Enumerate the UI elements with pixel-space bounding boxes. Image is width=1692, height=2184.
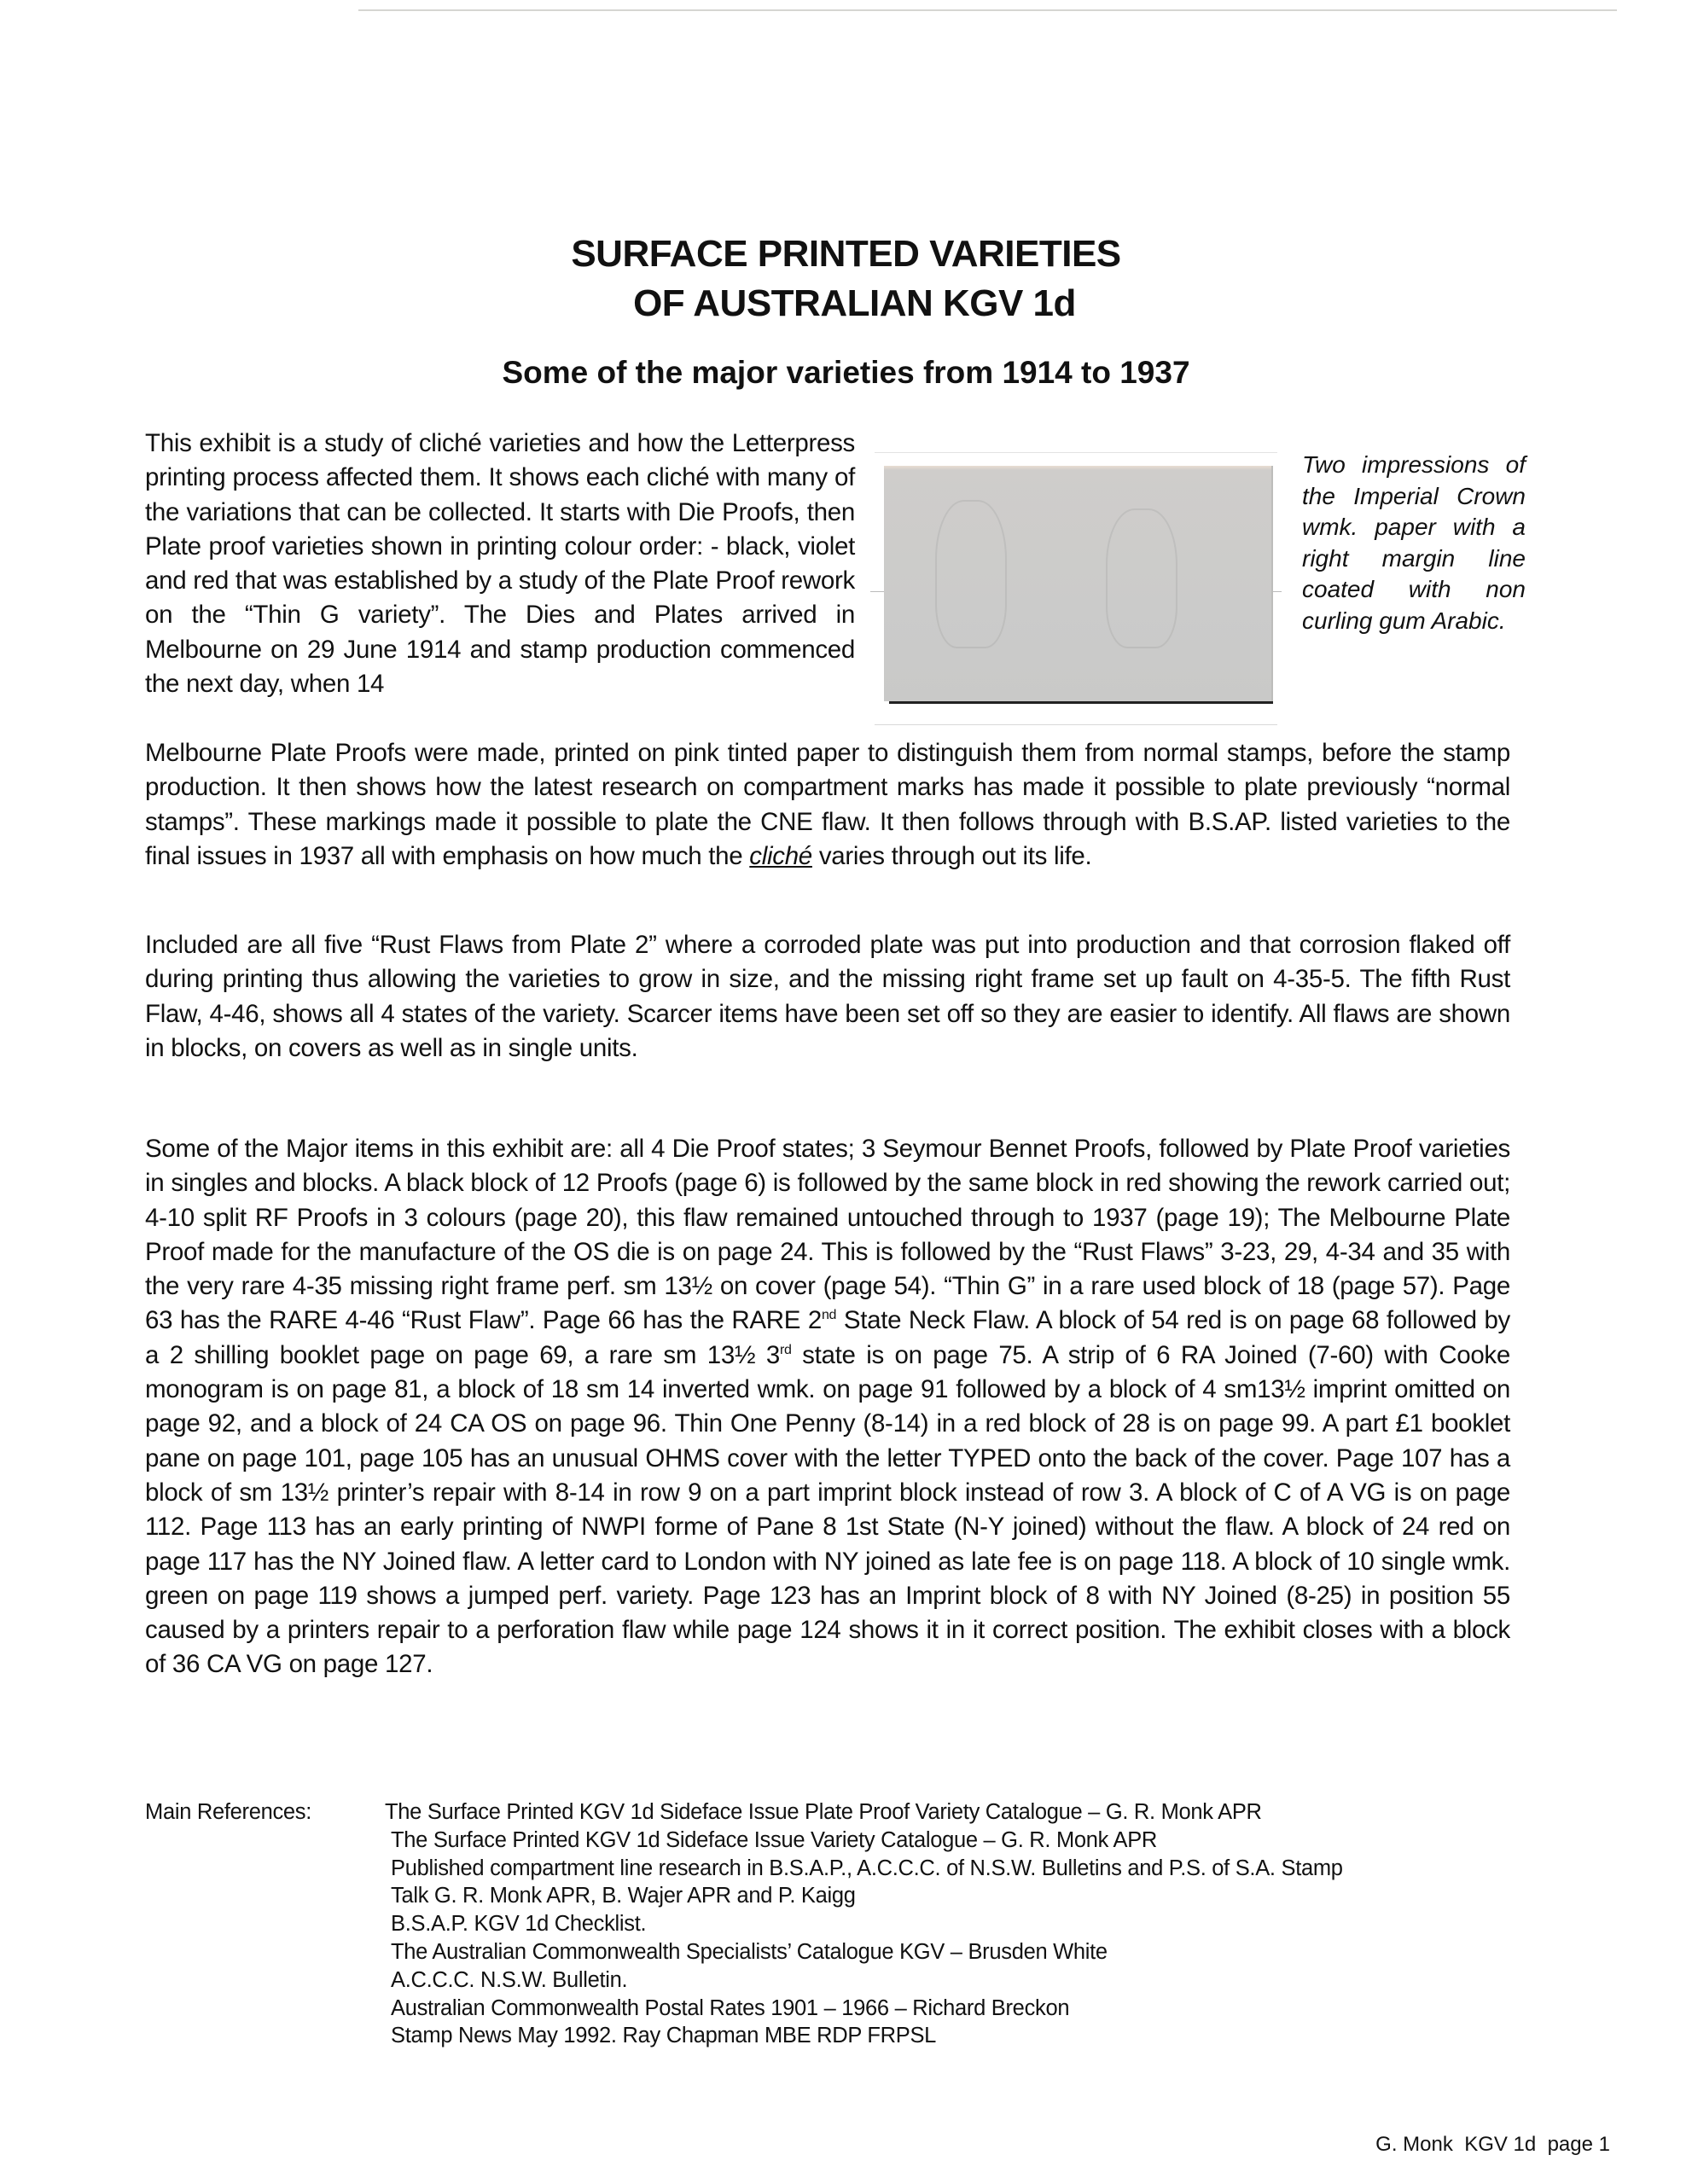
page-title-line-2: OF AUSTRALIAN KGV 1d [633,282,1076,324]
ordinal-suffix-nd: nd [821,1308,837,1323]
reference-item: The Australian Commonwealth Specialists’ Catalogue KGV – Brusden White [391,1939,1108,1964]
rust-flaws-paragraph: Included are all five “Rust Flaws from Plate 2” where a corroded plate was put into production and that corrosion flaked off during printing thus allowing the varieties to grow in size, and the missing right frame set up fault on 4-35-5. The fifth Rust Flaw, 4-46, shows all 4 states of the variety. Scarcer items have been set off so they are easier to identify. All flaws are shown in blocks, on covers as well as in single units. [145,931,1510,1062]
ordinal-suffix-rd: rd [779,1342,792,1357]
intro-continuation-text: Melbourne Plate Proofs were made, printed on pink tinted paper to distinguish them from normal stamps, before the stamp production. It then shows how the latest research on compartment marks has made it possible to plate previously “normal stamps”. These markings made it possible to plate the CNE flaw. It then follows through with B.S.AP. listed varieties to the final issues in 1937 all with emphasis on how much the [145,739,1510,870]
stamp-caption: Two impressions of the Imperial Crown wmk. paper with a right margin line coated with non curling gum Arabic. [1302,451,1526,634]
intro-paragraph-left-column: This exhibit is a study of cliché varieties and how the Letterpress printing process affected them. It shows each cliché with many of the variations that can be collected. It starts with Die Proofs, then Plate proof varieties shown in printing colour order: - black, violet and red that was established by a study of the Plate Proof rework on the “Thin G variety”. The Dies and Plates arrived in Melbourne on 29 June 1914 and stamp production commenced the next day, when 14 [145,429,855,699]
reference-item: Published compartment line research in B.S.A.P., A.C.C.C. of N.S.W. Bulletins and P.S. of S.A. Stamp [391,1856,1343,1880]
intro-continuation-end: varies through out its life. [818,841,1092,870]
major-items-paragraph [145,1132,1510,1682]
crown-watermark-impression-1 [935,500,1007,648]
reference-item: The Surface Printed KGV 1d Sideface Issue Plate Proof Variety Catalogue – G. R. Monk APR [385,1800,1262,1824]
references-list [385,1798,1671,2050]
page-subtitle: Some of the major varieties from 1914 to 1937 [502,355,1190,390]
intro-paragraph-continuation [145,736,1510,874]
page-footer: G. Monk KGV 1d page 1 [1375,2133,1610,2156]
emphasis-cliche: cliché [749,841,812,870]
major-items-text-1: Some of the Major items in this exhibit are: all 4 Die Proof states; 3 Seymour Bennet Proofs, followed by Plate Proof varieties in singles and blocks. A black block of 12 Proofs (page 6) is followed by the same block in red showing the rework carried out; 4-10 split RF Proofs in 3 colours (page 20), this flaw remained untouched through to 1937 (page 19); The Melbourne Plate Proof made for the manufacture of the OS die is on page 24. This is followed by the “Rust Flaws” 3-23, 29, 4-34 and 35 with the very rare 4-35 missing right frame perf. sm 13½ on cover (page 54). “Thin G” in a rare used block of 18 (page 57). Page 63 has the RARE 4-46 “Rust Flaw”. Page 66 has the RARE 2 [145,1135,1510,1335]
reference-item: A.C.C.C. N.S.W. Bulletin. [391,1967,628,1992]
watermark-paper-stamp-image [884,466,1273,701]
page-title-line-1: SURFACE PRINTED VARIETIES [571,233,1121,275]
major-items-text-3: state is on page 75. A strip of 6 RA Joined (7-60) with Cooke monogram is on page 81, a block of 18 sm 14 inverted wmk. on page 91 followed by a block of 4 sm13½ imprint omitted on page 92, and a block of 24 CA OS on page 96. Thin One Penny (8-14) in a red block of 28 is on page 99. A part £1 booklet pane on page 101, page 105 has an unusual OHMS cover with the letter TYPED onto the back of the cover. Page 107 has a block of sm 13½ printer’s repair with 8-14 in row 9 on a part imprint block instead of row 3. A block of C of A VG is on page 112. Page 113 has an early printing of NWPI forme of Pane 8 1st State (N-Y joined) without the flaw. A block of 24 red on page 117 has the NY Joined flaw. A letter card to London with NY joined as late fee is on page 118. A block of 10 single wmk. green on page 119 shows a jumped perf. variety. Page 123 has an Imprint block of 8 with NY Joined (8-25) in position 55 caused by a printers repair to a perforation flaw while page 124 shows it in it correct position. The exhibit closes with a block of 36 CA VG on page 127. [145,1340,1510,1679]
reference-item: Stamp News May 1992. Ray Chapman MBE RDP FRPSL [391,2024,937,2048]
top-scan-edge-rule [358,9,1617,11]
reference-item: B.S.A.P. KGV 1d Checklist. [391,1912,647,1937]
major-items-text-2: State Neck Flaw. A block of 54 red is on page 68 followed by a 2 shilling booklet page on page 69, a rare sm 13½ 3 [145,1306,1510,1369]
reference-item: The Surface Printed KGV 1d Sideface Issue Variety Catalogue – G. R. Monk APR [391,1827,1158,1852]
reference-item: Australian Commonwealth Postal Rates 1901 – 1966 – Richard Breckon [391,1995,1070,2020]
crown-watermark-impression-2 [1106,508,1177,648]
references-label: Main References: [145,1800,312,1824]
reference-item: Talk G. R. Monk APR, B. Wajer APR and P. Kaigg [391,1884,856,1908]
